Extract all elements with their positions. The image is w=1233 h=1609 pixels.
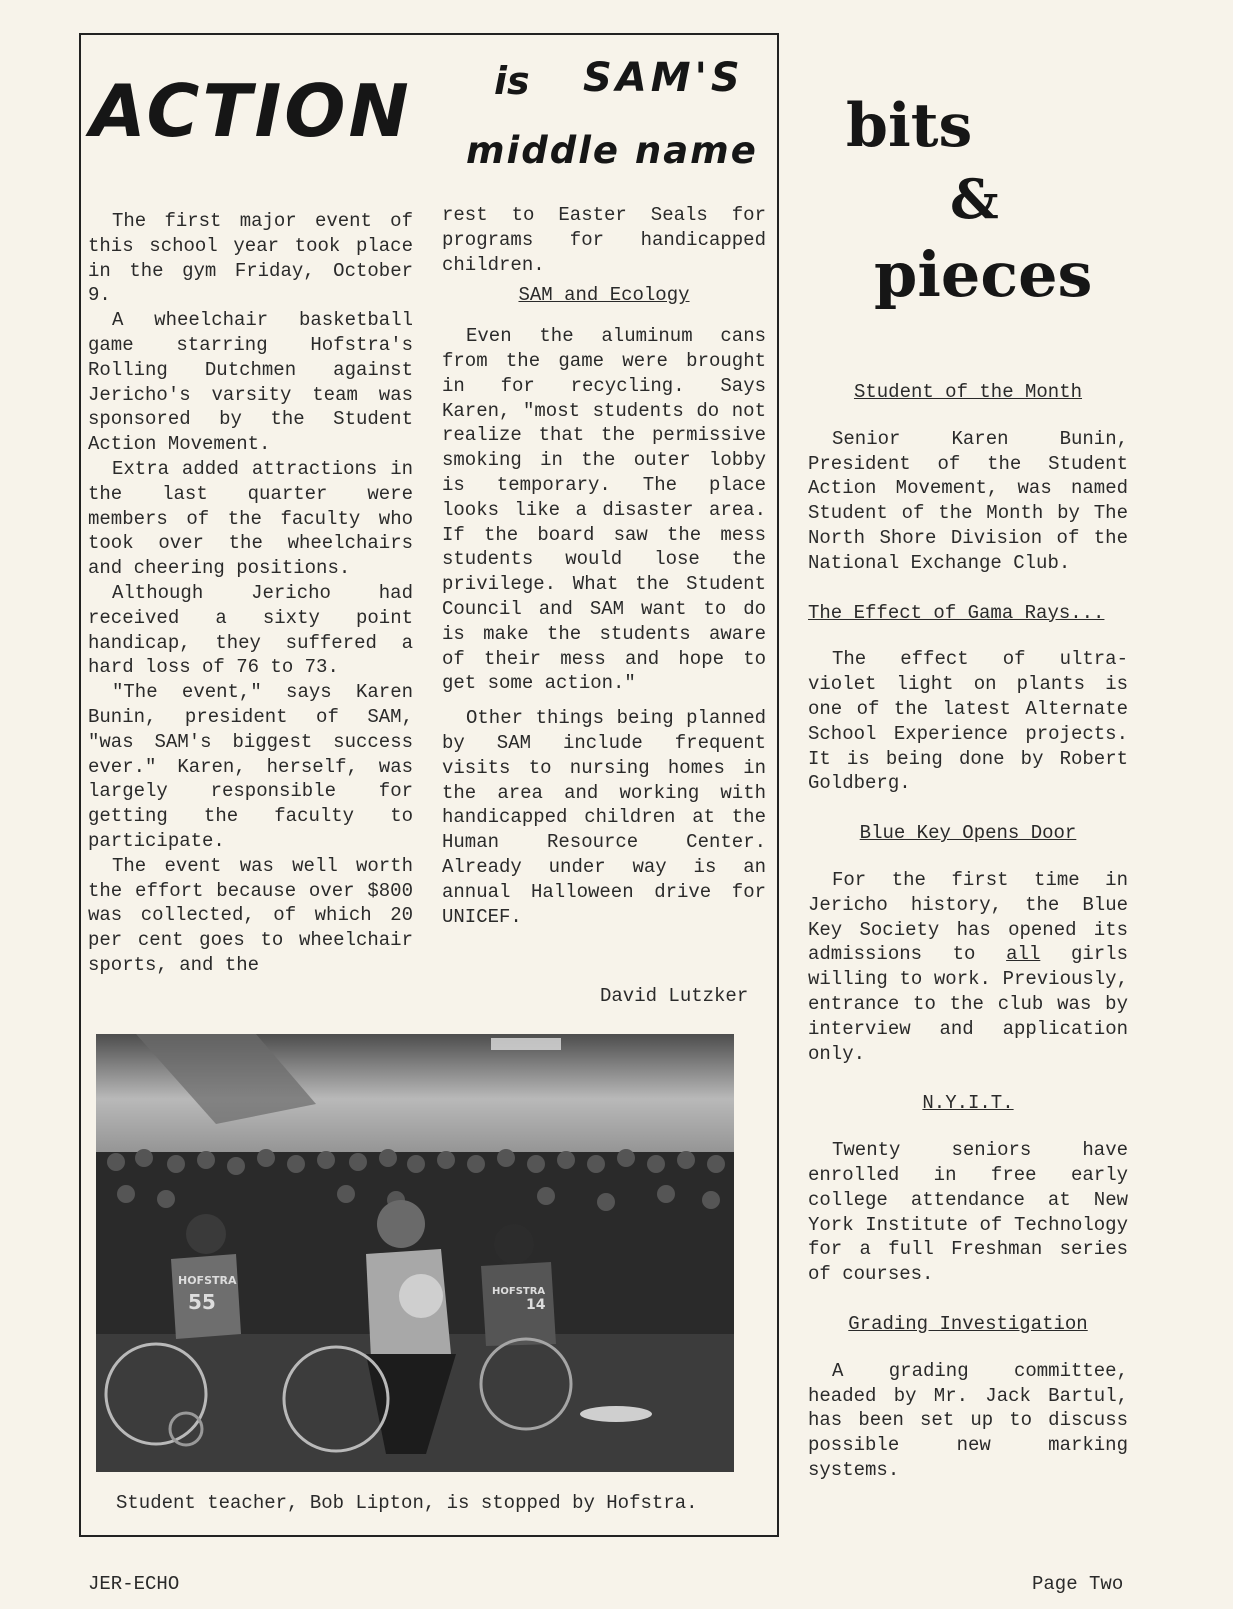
article-column-2 [442, 203, 766, 929]
heading-text: N.Y.I.T. [922, 1092, 1014, 1115]
sidebar-paragraph: A grading committee, headed by Mr. Jack Bartul, has been set up to discuss possible new marking systems. [808, 1359, 1128, 1481]
article-paragraph: "The event," says Karen Bunin, president of SAM, "was SAM's biggest success ever." Karen, herself, was largely responsible for getting the faculty to participate. [88, 681, 413, 852]
article-paragraph: The first major event of this school year took place in the gym Friday, October 9. [88, 210, 413, 307]
sidebar-heading [808, 1312, 1128, 1337]
heading-text: Blue Key Opens Door [859, 822, 1077, 845]
headline-middle-name: middle name [466, 129, 758, 172]
title-ampersand: & [950, 167, 999, 231]
underlined-word: all [1006, 943, 1041, 966]
photo-caption: Student teacher, Bob Lipton, is stopped by Hofstra. [116, 1492, 698, 1514]
headline-sams: SAM'S [583, 55, 744, 101]
sidebar-heading [808, 601, 1128, 626]
photo-illustration [96, 1034, 734, 1472]
subhead-text: SAM and Ecology [518, 284, 690, 307]
article-paragraph: The event was well worth the effort because over $800 was collected, of which 20 per cent goes to wheelchair sports, and the [88, 854, 413, 976]
paragraph-text: girls willing to work. Previously, entrance to the club was by interview and application only. [808, 943, 1128, 1065]
paragraph-text: For the first time in Jericho history, the Blue Key Society has opened its admissions to [808, 868, 1128, 966]
headline-is: is [494, 59, 530, 103]
article-paragraph: rest to Easter Seals for programs for handicapped children. [442, 204, 766, 276]
heading-text: The Effect of Gama Rays... [808, 601, 1105, 624]
sidebar-heading [808, 1091, 1128, 1116]
heading-text: Grading Investigation [848, 1312, 1088, 1335]
article-paragraph: Although Jericho had received a sixty point handicap, they suffered a hard loss of 76 to 73. [88, 581, 413, 679]
sidebar-paragraph: Senior Karen Bunin, President of the Student Action Movement, was named Student of the Month by The North Shore Division of the National Exchange Club. [808, 427, 1128, 574]
headline-action: ACTION [90, 69, 412, 153]
jersey-text: HOFSTRA [492, 1286, 546, 1297]
article-paragraph: A wheelchair basketball game starring Hofstra's Rolling Dutchmen against Jericho's varsity team was sponsored by the Student Action Movement. [88, 309, 413, 456]
title-bits: bits [846, 91, 973, 161]
basketball-photo [96, 1034, 734, 1472]
jersey-number: 14 [526, 1297, 546, 1313]
jersey-text: HOFSTRA [178, 1274, 237, 1287]
footer-publication: JER-ECHO [88, 1573, 180, 1595]
article-paragraph: Extra added attractions in the last quarter were members of the faculty who took over the wheelchairs and cheering positions. [88, 457, 413, 580]
heading-text: Student of the Month [853, 381, 1083, 403]
byline: David Lutzker [600, 985, 749, 1007]
sidebar-paragraph: The effect of ultra-violet light on plants is one of the latest Alternate School Experience projects. It is being done by Robert Goldberg. [808, 648, 1128, 795]
article-paragraph: Even the aluminum cans from the game were brought in for recycling. Says Karen, "most students do not realize that the permissive smoking in the outer lobby is temporary. The place looks like a disaster area. If the board saw the mess students would lose the privilege. What the Student Council and SAM want to do is make the students aware of their mess and hope to get some action." [442, 325, 766, 695]
sidebar-heading [808, 821, 1128, 846]
sidebar-paragraph [808, 868, 1128, 1066]
sidebar-paragraph: Twenty seniors have enrolled in free early college attendance at New York Institute of Technology for a full Freshman series of courses. [808, 1139, 1128, 1286]
sidebar-column [808, 380, 1128, 1508]
footer-page-number: Page Two [1032, 1573, 1124, 1595]
article-column-1 [88, 209, 413, 978]
title-pieces: pieces [874, 238, 1093, 311]
article-subhead [442, 283, 766, 308]
sidebar-heading [808, 380, 1128, 405]
jersey-number: 55 [188, 1290, 216, 1314]
article-paragraph: Other things being planned by SAM include frequent visits to nursing homes in the area and working with handicapped children at the Human Resource Center. Already under way is an annual Halloween drive for UNICEF. [442, 707, 766, 928]
